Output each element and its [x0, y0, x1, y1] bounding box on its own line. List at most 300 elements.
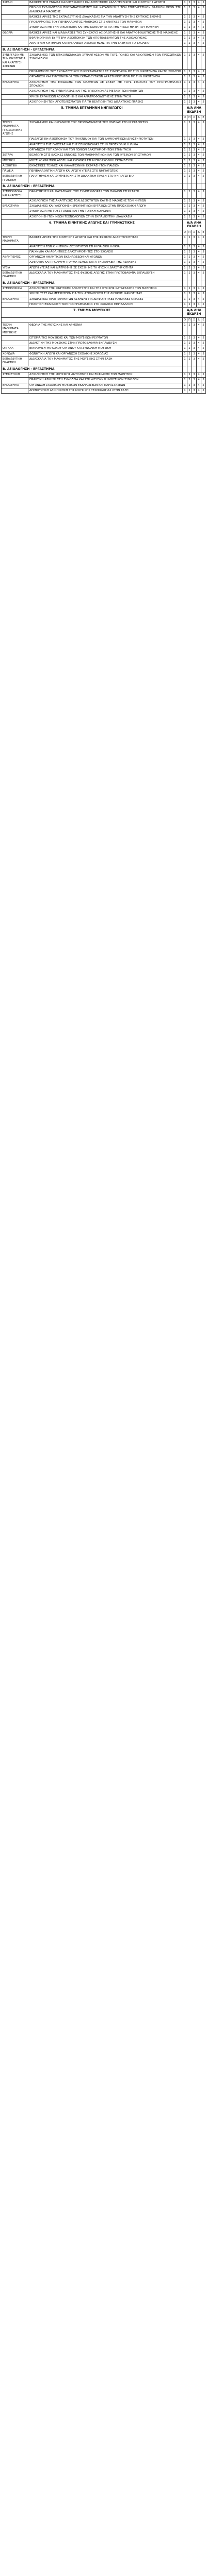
mark-cell: 4 — [197, 286, 201, 291]
topic-cell: ΦΩΝΗΤΙΚΗ ΑΓΩΓΗ ΚΑΙ ΟΡΓΑΝΩΣΗ ΣΧΟΛΙΚΗΣ ΧΟΡΩΔΙΑΣ — [28, 351, 183, 357]
mark-cell: 1 — [183, 204, 187, 209]
topic-cell: ΑΓΩΓΗ ΥΓΕΙΑΣ ΚΑΙ ΔΙΑΤΡΟΦΗΣ ΣΕ ΣΧΕΣΗ ΜΕ ΤΗ ΦΥΣΙΚΗ ΔΡΑΣΤΗΡΙΟΤΗΤΑ — [28, 265, 183, 270]
mark-header: Α/Α ΛΗΛ ΕΚΔΡΣΗ — [183, 308, 206, 318]
mark-cell: 3 — [192, 297, 197, 302]
topic-cell: ΣΥΝΕΡΓΑΣΙΑ ΜΕ ΤΟΥΣ ΓΟΝΕΙΣ ΚΑΙ ΤΗΝ ΤΟΠΙΚΗ ΚΟΙΝΩΝΙΑ — [28, 209, 183, 214]
mark-cell — [187, 366, 192, 372]
mark-cell — [187, 183, 192, 189]
mark-cell: 2 — [187, 36, 192, 41]
section-title: Β. ΑΞΙΟΛΟΓΗΣΗ - ΕΡΓΑΣΤΗΡΙΑ — [2, 183, 183, 189]
topic-cell: ΑΝΑΠΤΥΞΗ ΤΩΝ ΚΙΝΗΤΙΚΩΝ ΔΕΞΙΟΤΗΤΩΝ ΣΤΗΝ ΠΑΙΔΙΚΗ ΗΛΙΚΙΑ — [28, 244, 183, 249]
subject-cell: ΕΡΓΑΣΤΗΡΙΑ — [2, 297, 28, 302]
table-row — [2, 249, 206, 255]
mark-cell: 5 — [201, 209, 206, 214]
mark-cell: 1 — [183, 265, 187, 270]
mark-cell — [201, 366, 206, 372]
mark-cell: 4 — [197, 89, 201, 94]
mark-cell: 5 — [201, 198, 206, 204]
mark-cell: 4 — [197, 147, 201, 152]
mark-cell: 4 — [197, 142, 201, 147]
table-row — [2, 36, 206, 41]
mark-cell — [197, 183, 201, 189]
mark-cell: 2 — [187, 70, 192, 75]
subject-cell — [2, 6, 28, 15]
mark-cell: 4 — [197, 25, 201, 30]
curriculum-table — [1, 0, 206, 394]
table-row — [2, 169, 206, 174]
subject-cell — [2, 14, 28, 20]
mark-cell: 2 — [187, 190, 192, 199]
column-code: Ο — [183, 115, 187, 120]
mark-cell: 5 — [201, 6, 206, 15]
mark-cell: 2 — [187, 204, 192, 209]
topic-cell: ΣΧΕΔΙΑΣΜΟΣ ΚΑΙ ΥΛΟΠΟΙΗΣΗ ΕΡΕΥΝΗΤΙΚΩΝ ΕΡΓΑΣΙΩΝ ΣΤΗΝ ΠΡΟΣΧΟΛΙΚΗ ΑΓΩΓΗ — [28, 204, 183, 209]
table-row — [2, 94, 206, 99]
mark-cell — [187, 46, 192, 53]
mark-cell: 5 — [201, 99, 206, 105]
mark-cell: 4 — [197, 41, 201, 46]
topic-cell: ΒΑΣΙΚΈΣ ΤΗΣ ΕΝΙΑΙΑΣ ΚΑΛΛΙΤΕΧΝΙΚΗΣ ΚΑΙ ΑΙΣΘΗΤΙΚΗΣ ΚΑΛΛΙΤΕΧΝΙΚΗΣ ΚΑΙ ΚΙΝΗΤΙΚΗΣ ΑΓΩΓΗΣ — [28, 1, 183, 6]
mark-cell: 4 — [197, 1, 201, 6]
topic-cell: ΒΑΣΙΚΕΣ ΑΡΧΕΣ ΚΑΙ ΔΙΑΔΙΚΑΣΙΕΣ ΤΗΣ ΣΥΝΕΧΟΥΣ ΑΞΙΟΛΟΓΗΣΗΣ ΚΑΙ ΑΝΑΤΡΟΦΟΔΟΤΗΣΗΣ ΤΗΣ ΜΑΘΗΣΗΣ — [28, 30, 183, 36]
mark-cell: 1 — [183, 20, 187, 25]
topic-cell: ΙΣΤΟΡΙΑ ΤΗΣ ΜΟΥΣΙΚΗΣ ΚΑΙ ΤΩΝ ΜΟΥΣΙΚΩΝ ΡΕΥΜΑΤΩΝ — [28, 335, 183, 341]
mark-cell: 2 — [187, 335, 192, 341]
mark-cell: 1 — [183, 297, 187, 302]
subject-cell: ΣΕΤΑΡΑ — [2, 153, 28, 158]
mark-cell: 4 — [197, 80, 201, 89]
mark-cell: 3 — [192, 335, 197, 341]
subject-cell — [2, 99, 28, 105]
mark-cell: 4 — [197, 163, 201, 168]
mark-cell — [192, 280, 197, 286]
subject-cell — [2, 142, 28, 147]
mark-cell — [187, 280, 192, 286]
table-row — [2, 341, 206, 346]
mark-cell: 3 — [192, 388, 197, 393]
mark-cell: 4 — [197, 20, 201, 25]
topic-cell: ΑΞΙΟΠΟΙΗΣΗ ΤΩΝ ΝΕΩΝ ΤΕΧΝΟΛΟΓΙΩΝ ΣΤΗΝ ΕΚΠΑΙΔΕΥΤΙΚΗ ΔΙΑΔΙΚΑΣΙΑ — [28, 214, 183, 219]
table-row — [2, 190, 206, 199]
column-code: Ε — [201, 230, 206, 235]
mark-cell: 5 — [201, 30, 206, 36]
mark-cell: 3 — [192, 41, 197, 46]
mark-cell: 1 — [183, 53, 187, 69]
mark-cell: 1 — [183, 41, 187, 46]
subject-cell: ΣΥΜΜΕΤΟΧΗ — [2, 372, 28, 377]
column-codes-spacer — [2, 230, 183, 235]
mark-cell: 4 — [197, 260, 201, 265]
table-row — [2, 89, 206, 94]
mark-cell: 4 — [197, 169, 201, 174]
subject-cell: ΕΚΠΑΙΔΕΥΤΙΚΗ ΠΡΑΚΤΙΚΗ — [2, 174, 28, 183]
topic-cell: ΑΞΙΟΛΟΓΗΣΗ ΤΗΣ ΜΟΥΣΙΚΗΣ ΑΝΤΙΛΗΨΗΣ ΚΑΙ ΕΚΦΡΑΣΗΣ ΤΩΝ ΜΑΘΗΤΩΝ — [28, 372, 183, 377]
mark-cell: 5 — [201, 89, 206, 94]
mark-cell: 4 — [197, 302, 201, 307]
mark-cell: 3 — [192, 372, 197, 377]
mark-cell — [197, 280, 201, 286]
subject-cell — [2, 36, 28, 41]
mark-cell: 2 — [187, 198, 192, 204]
mark-cell: 1 — [183, 70, 187, 75]
mark-cell: 5 — [201, 271, 206, 280]
section-title: 6. ΤΜΗΜΑ ΚΙΝΗΤΙΚΗΣ ΑΓΩΓΗΣ ΚΑΙ ΓΥΜΝΑΣΤΙΚΗΣ — [2, 220, 183, 230]
mark-cell: 4 — [197, 297, 201, 302]
table-row — [2, 25, 206, 30]
mark-cell: 1 — [183, 383, 187, 388]
mark-cell: 4 — [197, 198, 201, 204]
mark-cell: 5 — [201, 25, 206, 30]
subject-cell: ΘΕΩΡΙΑ — [2, 30, 28, 36]
mark-cell — [197, 46, 201, 53]
mark-cell: 1 — [183, 292, 187, 297]
table-row — [2, 6, 206, 15]
mark-cell: 1 — [183, 36, 187, 41]
topic-cell: ΟΡΓΑΝΩΣΗ ΣΧΟΛΙΚΩΝ ΜΟΥΣΙΚΩΝ ΕΚΔΗΛΩΣΕΩΝ ΚΑΙ ΠΑΡΑΣΤΑΣΕΩΝ — [28, 383, 183, 388]
column-codes-row — [2, 317, 206, 323]
mark-cell: 5 — [201, 1, 206, 6]
topic-cell: ΜΟΥΣΙΚΟΚΙΝΗΤΙΚΗ ΑΓΩΓΗ ΚΑΙ ΡΥΘΜΙΚΗ ΣΤΗΝ ΠΡΟΣΧΟΛΙΚΗ ΕΚΠΑΙΔΕΥΣΗ — [28, 158, 183, 163]
mark-cell: 3 — [192, 6, 197, 15]
topic-cell: ΑΣΦΑΛΕΙΑ ΚΑΙ ΠΡΟΛΗΨΗ ΤΡΑΥΜΑΤΙΣΜΩΝ ΚΑΤΑ ΤΗ ΔΙΑΡΚΕΙΑ ΤΗΣ ΑΣΚΗΣΗΣ — [28, 260, 183, 265]
mark-cell: 1 — [183, 89, 187, 94]
mark-cell: 3 — [192, 323, 197, 336]
mark-cell: 3 — [192, 214, 197, 219]
mark-cell — [183, 280, 187, 286]
table-row — [2, 260, 206, 265]
mark-cell: 2 — [187, 378, 192, 383]
topic-cell: ΕΚΜΑΘΗΣΗ ΜΟΥΣΙΚΟΥ ΟΡΓΑΝΟΥ ΚΑΙ ΣΥΝΟΛΙΚΗ ΜΟΥΣΙΚΗ — [28, 346, 183, 351]
mark-cell: 4 — [197, 158, 201, 163]
table-row — [2, 388, 206, 393]
table-row — [2, 265, 206, 270]
subject-cell: ΑΙΣΘΗΤΙΚΗ — [2, 163, 28, 168]
mark-cell: 2 — [187, 41, 192, 46]
subject-cell: ΕΡΓΑΣΤΗΡΙΑ — [2, 204, 28, 209]
mark-cell: 3 — [192, 147, 197, 152]
mark-cell: 5 — [201, 214, 206, 219]
topic-cell: ΣΧΕΔΙΑΣΜΟΣ ΤΩΝ ΕΠΙΚΟΙΝΩΝΙΑΚΩΝ ΣΥΝΑΝΤΗΣΕΩΝ ΜΕ ΤΟΥΣ ΓΟΝΕΙΣ ΚΑΙ ΑΞΙΟΠΟΙΗΣΗ ΤΩΝ ΠΡΟΣΩΠΙΚΩΝ ΣΥΝΟΜΙΛΙΩΝ — [28, 53, 183, 69]
table-row — [2, 346, 206, 351]
topic-cell: ΔΙΔΑΣΚΑΛΙΑ ΤΟΥ ΜΑΘΗΜΑΤΟΣ ΤΗΣ ΦΥΣΙΚΗΣ ΑΓΩΓΗΣ ΣΤΗΝ ΠΡΩΤΟΒΑΘΜΙΑ ΕΚΠΑΙΔΕΥΣΗ — [28, 271, 183, 280]
mark-cell: 1 — [183, 142, 187, 147]
mark-cell: 1 — [183, 244, 187, 249]
mark-cell: 5 — [201, 53, 206, 69]
mark-cell: 3 — [192, 14, 197, 20]
topic-cell: ΔΙΔΑΣΚΑΛΙΑ ΤΟΥ ΜΑΘΗΜΑΤΟΣ ΤΗΣ ΜΟΥΣΙΚΗΣ ΣΤΗΝ ΤΑΞΗ — [28, 357, 183, 366]
topic-cell: ΣΧΕΔΙΑΣΜΟΣ ΚΑΙ ΟΡΓΑΝΩΣΗ ΤΟΥ ΠΡΟΓΡΑΜΜΑΤΟΣ ΤΗΣ ΗΜΕΡΑΣ ΣΤΟ ΝΗΠΙΑΓΩΓΕΙΟ — [28, 121, 183, 137]
mark-cell: 2 — [187, 1, 192, 6]
column-code: Δ — [197, 317, 201, 323]
mark-cell: 1 — [183, 75, 187, 80]
table-row — [2, 198, 206, 204]
mark-cell: 3 — [192, 169, 197, 174]
table-row — [2, 137, 206, 142]
mark-cell: 4 — [197, 53, 201, 69]
topic-cell: ΠΕΡΙΒΑΛΛΟΝΤΙΚΗ ΑΓΩΓΗ ΚΑΙ ΑΓΩΓΗ ΥΓΕΙΑΣ ΣΤΟ ΝΗΠΙΑΓΩΓΕΙΟ — [28, 169, 183, 174]
topic-cell: ΑΞΙΟΠΟΙΗΣΗ ΤΩΝ ΑΠΟΤΕΛΕΣΜΑΤΩΝ ΓΙΑ ΤΗ ΒΕΛΤΙΩΣΗ ΤΗΣ ΔΙΔΑΚΤΙΚΗΣ ΠΡΑΞΗΣ — [28, 99, 183, 105]
mark-cell: 5 — [201, 244, 206, 249]
mark-cell: 3 — [192, 20, 197, 25]
topic-cell: ΑΞΙΟΛΟΓΗΣΗ ΤΗΣ ΑΝΑΠΤΥΞΗΣ ΤΩΝ ΔΕΞΙΟΤΗΤΩΝ ΚΑΙ ΤΗΣ ΜΑΘΗΣΗΣ ΤΩΝ ΝΗΠΙΩΝ — [28, 198, 183, 204]
mark-cell: 4 — [197, 70, 201, 75]
topic-cell: ΠΡΟΣΑΡΜΟΓΕΣ ΤΟΥ ΠΕΡΙΒΑΛΛΟΝΤΟΣ ΜΑΘΗΣΗΣ ΣΤΙΣ ΑΝΑΓΚΕΣ ΤΩΝ ΜΑΘΗΤΩΝ — [28, 20, 183, 25]
subject-cell — [2, 244, 28, 249]
mark-cell: 1 — [183, 147, 187, 152]
curriculum-table-body — [2, 1, 206, 394]
section-header — [2, 183, 206, 189]
topic-cell: ΠΡΑΚΤΙΚΗ ΑΣΚΗΣΗ ΣΤΗ ΣΥΝΟΔΕΙΑ ΚΑΙ ΣΤΗ ΔΙΕΥΘΥΝΣΗ ΜΟΥΣΙΚΩΝ ΣΥΝΟΛΩΝ — [28, 378, 183, 383]
mark-cell: 3 — [192, 255, 197, 260]
mark-cell: 4 — [197, 244, 201, 249]
mark-cell: 3 — [192, 53, 197, 69]
mark-cell: 3 — [192, 357, 197, 366]
topic-cell: ΒΑΣΙΚΕΣ ΑΡΧΕΣ ΤΗΣ ΚΙΝΗΤΙΚΗΣ ΑΓΩΓΗΣ ΚΑΙ ΤΗΣ ΦΥΣΙΚΗΣ ΔΡΑΣΤΗΡΙΟΤΗΤΑΣ — [28, 235, 183, 244]
mark-cell: 4 — [197, 346, 201, 351]
topic-cell: ΘΕΩΡΙΑ ΤΗΣ ΜΟΥΣΙΚΗΣ ΚΑΙ ΑΡΜΟΝΙΑ — [28, 323, 183, 336]
mark-cell: 4 — [197, 190, 201, 199]
table-row — [2, 351, 206, 357]
mark-cell: 4 — [197, 255, 201, 260]
mark-cell: 5 — [201, 323, 206, 336]
table-row — [2, 335, 206, 341]
mark-cell: 1 — [183, 14, 187, 20]
topic-cell: ΟΡΓΑΝΩΣΗ ΚΑΙ ΣΥΝΤΟΝΙΣΜΟΣ ΤΩΝ ΕΚΠΑΙΔΕΥΤΙΚΩΝ ΔΡΑΣΤΗΡΙΟΤΗΤΩΝ ΜΕ ΤΗΝ ΟΙΚΟΓΕΝΕΙΑ — [28, 75, 183, 80]
subject-cell — [2, 209, 28, 214]
section-title: Β. ΑΞΙΟΛΟΓΗΣΗ - ΕΡΓΑΣΤΗΡΙΑ — [2, 280, 183, 286]
mark-cell: 4 — [197, 137, 201, 142]
mark-cell: 3 — [192, 198, 197, 204]
subject-cell — [2, 335, 28, 341]
mark-cell: 3 — [192, 30, 197, 36]
table-row — [2, 302, 206, 307]
mark-cell: 4 — [197, 209, 201, 214]
mark-cell: 1 — [183, 260, 187, 265]
mark-cell: 3 — [192, 286, 197, 291]
mark-cell: 1 — [183, 30, 187, 36]
mark-cell: 1 — [183, 388, 187, 393]
mark-cell: 2 — [187, 163, 192, 168]
mark-cell: 2 — [187, 169, 192, 174]
mark-cell: 3 — [192, 351, 197, 357]
mark-cell: 2 — [187, 80, 192, 89]
mark-cell: 3 — [192, 80, 197, 89]
column-code: Ε — [201, 317, 206, 323]
mark-cell: 1 — [183, 121, 187, 137]
mark-cell: 1 — [183, 351, 187, 357]
mark-cell: 5 — [201, 142, 206, 147]
table-row — [2, 209, 206, 214]
topic-cell: ΠΡΟΣΑΡΜΟΓΗ ΤΟΥ ΕΚΠΑΙΔΕΥΤΙΚΟΥ ΠΡΟΓΡΑΜΜΑΤΟΣ ΣΕ ΣΥΝΕΡΓΑΣΙΑ ΜΕ ΤΗΝ ΟΙΚΟΓΕΝΕΙΑ ΚΑΙ ΤΟ ΣΧΟΛΕΙΟ — [28, 70, 183, 75]
mark-cell: 4 — [197, 351, 201, 357]
table-row — [2, 80, 206, 89]
mark-cell: 1 — [183, 341, 187, 346]
mark-cell: 4 — [197, 121, 201, 137]
table-row — [2, 244, 206, 249]
mark-cell: 5 — [201, 158, 206, 163]
mark-cell: 4 — [197, 235, 201, 244]
topic-cell: ΣΥΝΕΡΓΑΣΙΑ ΜΕ ΤΗΝ ΟΙΚΟΓΕΝΕΙΑ ΚΑΙ ΤΗΝ ΚΟΙΝΟΤΗΤΑ ΓΙΑ ΤΗΝ ΥΠΟΣΤΗΡΙΞΗ ΤΟΥ ΜΑΘΗΤΗ — [28, 25, 183, 30]
mark-cell: 5 — [201, 357, 206, 366]
mark-cell: 3 — [192, 25, 197, 30]
mark-cell: 5 — [201, 260, 206, 265]
mark-cell: 2 — [187, 94, 192, 99]
mark-cell: 2 — [187, 6, 192, 15]
subject-cell: ΥΓΕΙΑ — [2, 265, 28, 270]
column-code: Σ — [192, 317, 197, 323]
mark-cell: 2 — [187, 357, 192, 366]
mark-cell: 1 — [183, 153, 187, 158]
mark-cell: 2 — [187, 158, 192, 163]
topic-cell: ΠΑΡΑΤΗΡΗΣΗ ΚΑΙ ΚΑΤΑΓΡΑΦΗ ΤΗΣ ΣΥΜΠΕΡΙΦΟΡΑΣ ΤΩΝ ΠΑΙΔΙΩΝ ΣΤΗΝ ΤΑΞΗ — [28, 190, 183, 199]
mark-cell: 5 — [201, 235, 206, 244]
topic-cell: ΔΙΔΑΚΤΙΚΗ ΤΗΣ ΜΟΥΣΙΚΗΣ ΣΤΗΝ ΠΡΩΤΟΒΑΘΜΙΑ ΕΚΠΑΙΔΕΥΣΗ — [28, 341, 183, 346]
section-header — [2, 220, 206, 230]
table-row — [2, 99, 206, 105]
subject-cell: ΣΥΜΠΕΡΙΦΟΡΑ — [2, 286, 28, 291]
mark-cell: 3 — [192, 244, 197, 249]
mark-cell: 3 — [192, 271, 197, 280]
mark-cell: 2 — [187, 297, 192, 302]
mark-cell: 4 — [197, 265, 201, 270]
mark-cell: 1 — [183, 249, 187, 255]
mark-cell: 3 — [192, 378, 197, 383]
mark-cell: 1 — [183, 137, 187, 142]
mark-cell: 5 — [201, 121, 206, 137]
mark-cell: 4 — [197, 249, 201, 255]
topic-cell: ΑΝΑΠΤΥΞΗ ΤΗΣ ΓΛΩΣΣΑΣ ΚΑΙ ΤΗΣ ΕΠΙΚΟΙΝΩΝΙΑΣ ΣΤΗΝ ΠΡΟΣΧΟΛΙΚΗ ΗΛΙΚΙΑ — [28, 142, 183, 147]
column-code: Σ — [192, 230, 197, 235]
mark-cell: 3 — [192, 99, 197, 105]
mark-cell: 4 — [197, 94, 201, 99]
subject-cell: ΣΧΕΔΙΟ — [2, 1, 28, 6]
mark-cell: 3 — [192, 209, 197, 214]
mark-cell: 2 — [187, 260, 192, 265]
mark-cell: 1 — [183, 372, 187, 377]
mark-cell: 1 — [183, 169, 187, 174]
section-title: Β. ΑΞΙΟΛΟΓΗΣΗ - ΕΡΓΑΣΤΗΡΙΑ — [2, 366, 183, 372]
mark-cell: 1 — [183, 271, 187, 280]
topic-cell: ΕΦΑΡΜΟΓΗ ΚΑΙ ΕΥΡΥΤΕΡΗ ΑΞΙΟΠΟΙΗΣΗ ΤΩΝ ΑΠΟΤΕΛΕΣΜΑΤΩΝ ΤΗΣ ΑΞΙΟΛΟΓΗΣΗΣ — [28, 36, 183, 41]
table-row — [2, 292, 206, 297]
mark-cell: 5 — [201, 297, 206, 302]
mark-cell: 2 — [187, 286, 192, 291]
table-row — [2, 235, 206, 244]
mark-cell: 2 — [187, 142, 192, 147]
mark-cell: 2 — [187, 244, 192, 249]
topic-cell: ΟΡΓΑΝΩΣΗ ΤΟΥ ΧΩΡΟΥ ΚΑΙ ΤΩΝ ΓΩΝΙΩΝ ΔΡΑΣΤΗΡΙΟΤΗΤΩΝ ΣΤΗΝ ΤΑΞΗ — [28, 147, 183, 152]
mark-cell: 5 — [201, 169, 206, 174]
topic-cell: ΠΑΡΑΤΗΡΗΣΗ ΚΑΙ ΣΥΜΜΕΤΟΧΗ ΣΤΗ ΔΙΔΑΚΤΙΚΗ ΠΡΑΞΗ ΣΤΟ ΝΗΠΙΑΓΩΓΕΙΟ — [28, 174, 183, 183]
table-row — [2, 357, 206, 366]
mark-cell: 5 — [201, 204, 206, 209]
mark-cell: 5 — [201, 286, 206, 291]
mark-cell: 1 — [183, 378, 187, 383]
mark-cell: 5 — [201, 383, 206, 388]
mark-cell: 3 — [192, 204, 197, 209]
mark-cell: 2 — [187, 89, 192, 94]
mark-cell: 4 — [197, 214, 201, 219]
subject-cell: ΣΥΝΕΡΓΑΣΙΑ ΜΕ ΤΗΝ ΟΙΚΟΓΕΝΕΙΑ ΚΑΙ ΑΝΑΠΤΥΞΗ ΣΧΕΣΕΩΝ — [2, 53, 28, 69]
subject-cell — [2, 341, 28, 346]
mark-cell: 2 — [187, 341, 192, 346]
table-row — [2, 70, 206, 75]
section-title: 7. ΤΜΗΜΑ ΜΟΥΣΙΚΗΣ — [2, 308, 183, 318]
mark-cell: 2 — [187, 25, 192, 30]
mark-cell: 3 — [192, 346, 197, 351]
mark-cell: 2 — [187, 249, 192, 255]
mark-cell: 1 — [183, 6, 187, 15]
mark-cell — [201, 46, 206, 53]
mark-cell: 5 — [201, 14, 206, 20]
mark-cell: 5 — [201, 163, 206, 168]
column-codes-spacer — [2, 317, 183, 323]
mark-cell: 2 — [187, 14, 192, 20]
column-codes-spacer — [2, 115, 183, 120]
subject-cell — [2, 25, 28, 30]
subject-cell: ΤΕΧΝΗ ΜΑΘΗΜΑΤΑ ΜΟΥΣΙΚΗΣ — [2, 323, 28, 336]
table-row — [2, 323, 206, 336]
mark-cell: 1 — [183, 335, 187, 341]
mark-cell: 1 — [183, 235, 187, 244]
table-row — [2, 271, 206, 280]
column-codes-row — [2, 230, 206, 235]
topic-cell: ΕΙΚΑΣΤΙΚΕΣ ΤΕΧΝΕΣ ΚΑΙ ΚΑΛΛΙΤΕΧΝΙΚΗ ΕΚΦΡΑΣΗ ΤΩΝ ΠΑΙΔΙΩΝ — [28, 163, 183, 168]
mark-cell: 5 — [201, 70, 206, 75]
mark-cell: 4 — [197, 341, 201, 346]
mark-cell: 3 — [192, 75, 197, 80]
mark-cell: 5 — [201, 346, 206, 351]
subject-cell — [2, 75, 28, 80]
mark-cell — [192, 366, 197, 372]
mark-cell: 5 — [201, 388, 206, 393]
section-header — [2, 46, 206, 53]
table-row — [2, 1, 206, 6]
table-row — [2, 75, 206, 80]
mark-cell: 5 — [201, 341, 206, 346]
mark-cell: 3 — [192, 174, 197, 183]
table-row — [2, 297, 206, 302]
mark-cell: 5 — [201, 137, 206, 142]
subject-cell: ΑΘΛΗΤΙΣΜΟΣ — [2, 255, 28, 260]
subject-cell: ΕΡΓΑΣΤΗΡΙΑ — [2, 383, 28, 388]
table-row — [2, 41, 206, 46]
column-code: Δ — [197, 230, 201, 235]
mark-cell — [197, 366, 201, 372]
mark-cell: 5 — [201, 351, 206, 357]
mark-cell: 4 — [197, 357, 201, 366]
mark-cell: 5 — [201, 335, 206, 341]
mark-cell: 3 — [192, 235, 197, 244]
topic-cell: ΧΡΗΣΗ ΕΡΓΑΛΕΙΩΝ ΑΞΙΟΛΟΓΗΣΗΣ ΚΑΙ ΑΝΑΤΡΟΦΟΔΟΤΗΣΗΣ ΣΤΗΝ ΤΑΞΗ — [28, 94, 183, 99]
mark-cell: 4 — [197, 292, 201, 297]
mark-cell: 2 — [187, 255, 192, 260]
mark-cell: 2 — [187, 209, 192, 214]
table-row — [2, 53, 206, 69]
mark-cell: 1 — [183, 190, 187, 199]
topic-cell: ΔΗΜΙΟΥΡΓΙΚΗ ΑΞΙΟΠΟΙΗΣΗ ΤΗΣ ΜΟΥΣΙΚΗΣ ΤΕΧΝΟΛΟΓΙΑΣ ΣΤΗΝ ΤΑΞΗ — [28, 388, 183, 393]
mark-cell — [201, 183, 206, 189]
mark-cell — [201, 280, 206, 286]
subject-cell — [2, 147, 28, 152]
mark-cell: 2 — [187, 214, 192, 219]
mark-cell: 1 — [183, 255, 187, 260]
column-code: Π — [187, 115, 192, 120]
subject-cell: ΕΚΠΑΙΔΕΥΤΙΚΗ ΠΡΑΚΤΙΚΗ — [2, 357, 28, 366]
topic-cell: ΠΡΑΚΤΙΚΗ ΕΦΑΡΜΟΓΗ ΤΩΝ ΠΡΟΓΡΑΜΜΑΤΩΝ ΣΤΟ ΣΧΟΛΙΚΟ ΠΕΡΙΒΑΛΛΟΝ — [28, 302, 183, 307]
mark-cell: 2 — [187, 265, 192, 270]
mark-cell: 5 — [201, 80, 206, 89]
